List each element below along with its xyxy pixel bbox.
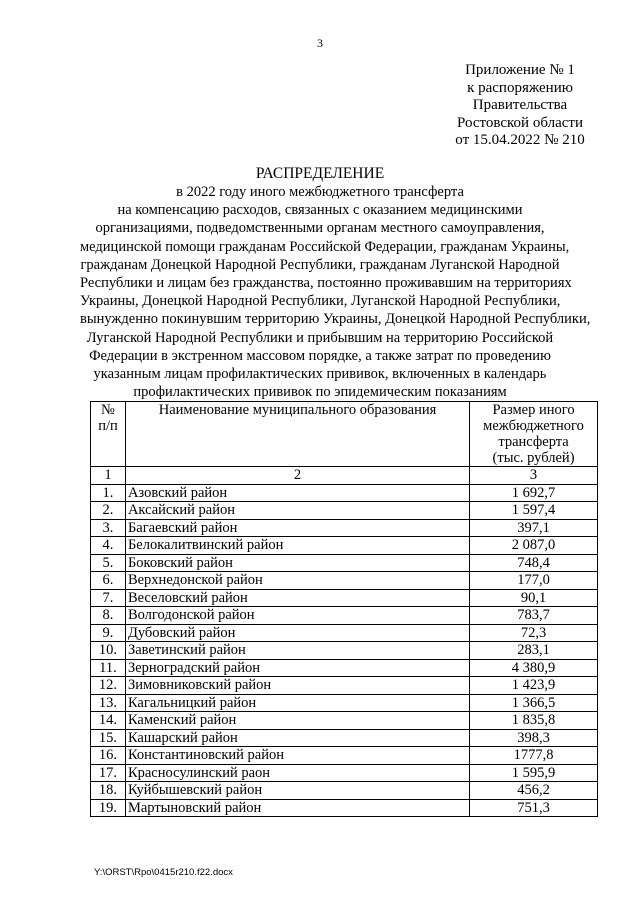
municipality-name: Аксайский район [125, 502, 469, 520]
row-number: 19. [91, 799, 126, 817]
municipality-name: Кашарский район [125, 729, 469, 747]
description-line: организациями, подведомственными органам местного самоуправления, [95, 220, 545, 237]
document-title: РАСПРЕДЕЛЕНИЕ [255, 165, 385, 182]
row-number: 7. [91, 589, 126, 607]
table-row [91, 589, 598, 607]
description-line: вынужденно покинувшим территорию Украины, Донецкой Народной Республики, [80, 311, 591, 328]
row-number: 14. [91, 712, 126, 730]
table-row [91, 694, 598, 712]
municipality-name: Верхнедонской район [125, 572, 469, 590]
municipality-name: Заветинский район [125, 642, 469, 660]
table-row [91, 677, 598, 695]
table-row [91, 624, 598, 642]
municipality-name: Зерноградский район [125, 659, 469, 677]
description-line: указанным лицам профилактических прививок, включенных в календарь [93, 366, 547, 383]
municipality-name: Азовский район [125, 484, 469, 502]
transfer-amount: 90,1 [470, 589, 598, 607]
header-value [470, 402, 598, 467]
municipality-name: Красносулинский раон [125, 764, 469, 782]
transfer-amount: 397,1 [470, 519, 598, 537]
municipality-name: Волгодонской район [125, 607, 469, 625]
description-line: Украины, Донецкой Народной Республики, Луганской Народной Республики, [80, 293, 561, 310]
row-number: 15. [91, 729, 126, 747]
transfer-amount: 1 692,7 [470, 484, 598, 502]
municipality-name: Каменский район [125, 712, 469, 730]
row-number: 5. [91, 554, 126, 572]
file-path-footer: Y:\ORST\Rpo\0415r210.f22.docx [94, 867, 233, 878]
appendix-line: к распоряжению [467, 79, 573, 96]
table-row [91, 607, 598, 625]
row-number: 11. [91, 659, 126, 677]
column-number: 1 [91, 467, 126, 485]
header-num-line: п/п [98, 418, 118, 434]
row-number: 6. [91, 572, 126, 590]
transfer-amount: 398,3 [470, 729, 598, 747]
table-row [91, 712, 598, 730]
municipality-name: Мартыновский район [125, 799, 469, 817]
appendix-line: Ростовской области [457, 114, 583, 131]
municipality-name: Белокалитвинский район [125, 537, 469, 555]
appendix-block [440, 62, 600, 150]
header-value-line: Размер иного [492, 402, 575, 418]
header-name: Наименование муниципального образования [125, 402, 469, 467]
row-number: 10. [91, 642, 126, 660]
municipality-name: Константиновский район [125, 747, 469, 765]
table-row [91, 537, 598, 555]
distribution-table [90, 401, 598, 817]
table-row [91, 484, 598, 502]
municipality-name: Багаевский район [125, 519, 469, 537]
transfer-amount: 751,3 [470, 799, 598, 817]
table-row [91, 782, 598, 800]
table-header-row [91, 402, 598, 467]
table-row [91, 729, 598, 747]
column-number-row [91, 467, 598, 485]
row-number: 4. [91, 537, 126, 555]
page-number: 3 [317, 36, 323, 50]
transfer-amount: 1 835,8 [470, 712, 598, 730]
document-description [80, 183, 591, 401]
description-line: профилактических прививок по эпидемическим показаниям [133, 384, 507, 401]
transfer-amount: 1 366,5 [470, 694, 598, 712]
description-line: Республики и лицам без гражданства, постоянно проживавшим на территориях [80, 275, 572, 292]
table-row [91, 747, 598, 765]
table-row [91, 572, 598, 590]
row-number: 16. [91, 747, 126, 765]
table-row [91, 502, 598, 520]
column-number: 3 [470, 467, 598, 485]
header-value-line: (тыс. рублей) [492, 450, 575, 466]
municipality-name: Веселовский район [125, 589, 469, 607]
header-value-line: межбюджетного [483, 418, 584, 434]
transfer-amount: 72,3 [470, 624, 598, 642]
municipality-name: Дубовский район [125, 624, 469, 642]
municipality-name: Зимовниковский район [125, 677, 469, 695]
municipality-name: Боковский район [125, 554, 469, 572]
transfer-amount: 456,2 [470, 782, 598, 800]
transfer-amount: 783,7 [470, 607, 598, 625]
table-row [91, 659, 598, 677]
header-num-line: № [101, 402, 115, 418]
table-row [91, 554, 598, 572]
description-line: Луганской Народной Республики и прибывшим на территорию Российской [86, 329, 554, 346]
transfer-amount: 1 595,9 [470, 764, 598, 782]
table-row [91, 519, 598, 537]
row-number: 18. [91, 782, 126, 800]
transfer-amount: 177,0 [470, 572, 598, 590]
row-number: 17. [91, 764, 126, 782]
municipality-name: Кагальницкий район [125, 694, 469, 712]
transfer-amount: 2 087,0 [470, 537, 598, 555]
document-heading [80, 165, 591, 401]
table-row [91, 642, 598, 660]
transfer-amount: 283,1 [470, 642, 598, 660]
transfer-amount: 1 597,4 [470, 502, 598, 520]
appendix-line: от 15.04.2022 № 210 [455, 132, 585, 148]
row-number: 1. [91, 484, 126, 502]
table-row [91, 764, 598, 782]
transfer-amount: 748,4 [470, 554, 598, 572]
row-number: 3. [91, 519, 126, 537]
description-line: медицинской помощи гражданам Российской Федерации, гражданам Украины, [80, 238, 570, 255]
row-number: 8. [91, 607, 126, 625]
transfer-amount: 4 380,9 [470, 659, 598, 677]
row-number: 13. [91, 694, 126, 712]
transfer-amount: 1777,8 [470, 747, 598, 765]
header-num [91, 402, 126, 467]
description-line: на компенсацию расходов, связанных с оказанием медицинскими [117, 202, 523, 219]
header-value-line: трансферта [498, 434, 569, 450]
table-row [91, 799, 598, 817]
column-number: 2 [125, 467, 469, 485]
row-number: 9. [91, 624, 126, 642]
appendix-line: Правительства [472, 97, 568, 113]
row-number: 12. [91, 677, 126, 695]
description-line: Федерации в экстренном массовом порядке, а также затрат по проведению [89, 347, 551, 364]
appendix-line: Приложение № 1 [465, 62, 575, 78]
description-line: в 2022 году иного межбюджетного трансферта [176, 184, 464, 200]
transfer-amount: 1 423,9 [470, 677, 598, 695]
description-line: гражданам Донецкой Народной Республики, гражданам Луганской Народной [80, 256, 560, 273]
row-number: 2. [91, 502, 126, 520]
municipality-name: Куйбышевский район [125, 782, 469, 800]
